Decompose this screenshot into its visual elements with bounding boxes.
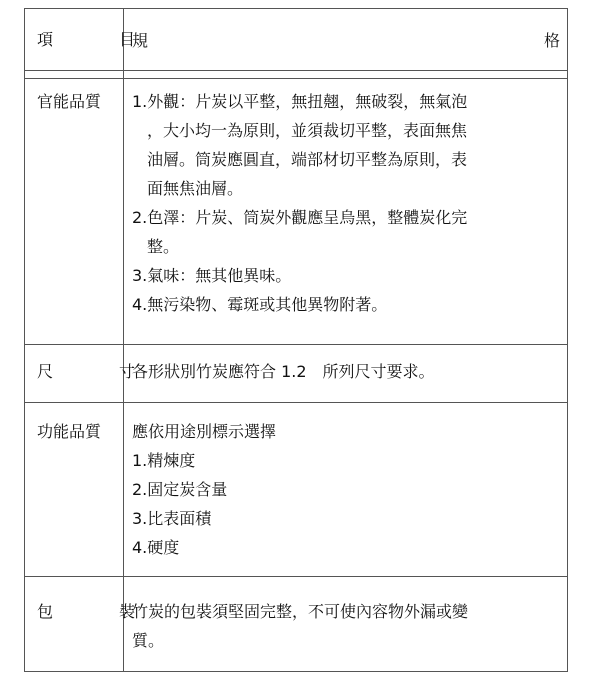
header-item-char-2: 目 xyxy=(118,30,135,49)
content-line: 油層。筒炭應圓直，端部材切平整為原則，表 xyxy=(132,145,560,174)
row-content-dimensions xyxy=(132,357,560,386)
header-spec-char-1: 規 xyxy=(132,31,149,50)
row-label-char-1: 包 xyxy=(37,602,54,621)
table-bottom-border xyxy=(25,671,567,672)
content-line: 2.固定炭含量 xyxy=(132,475,560,504)
content-line: 竹炭的包裝須堅固完整，不可使內容物外漏或變 xyxy=(132,602,469,621)
header-divider xyxy=(25,70,567,71)
content-line: 2.色澤：片炭、筒炭外觀應呈烏黑，整體炭化完 xyxy=(132,203,560,232)
row-label-char-2: 裝 xyxy=(118,602,135,621)
content-line: 1.精煉度 xyxy=(132,446,560,475)
content-line: 3.比表面積 xyxy=(132,504,560,533)
header-item-cell xyxy=(25,30,141,50)
row-label-char-2: 寸 xyxy=(118,362,135,381)
content-line: 各形狀別竹炭應符合 1.2 所列尺寸要求。 xyxy=(132,362,435,381)
row-label-char-1: 尺 xyxy=(37,362,54,381)
content-line: 面無焦油層。 xyxy=(132,174,560,203)
row-label-functional: 功能品質 xyxy=(37,422,102,441)
row-divider xyxy=(25,344,567,345)
row-content-functional xyxy=(132,417,560,562)
row-divider xyxy=(25,402,567,403)
content-line: 1.外觀：片炭以平整，無扭翹，無破裂，無氣泡 xyxy=(132,87,560,116)
header-spec-cell xyxy=(132,26,560,55)
spec-table xyxy=(24,8,568,672)
row-label-dimensions xyxy=(25,362,141,382)
content-line: 整。 xyxy=(132,232,560,261)
row-content-sensory xyxy=(132,87,560,319)
content-line: 4.無污染物、霉斑或其他異物附著。 xyxy=(132,290,560,319)
header-item-char-1: 項 xyxy=(37,30,54,49)
header-divider-double xyxy=(25,78,567,79)
header-spec-char-2: 格 xyxy=(543,31,560,50)
content-line: 4.硬度 xyxy=(132,533,560,562)
content-line: 3.氣味：無其他異味。 xyxy=(132,261,560,290)
content-line: 質。 xyxy=(132,631,165,650)
table-top-border xyxy=(25,8,567,9)
content-line: 應依用途別標示選擇 xyxy=(132,422,277,441)
row-label-sensory: 官能品質 xyxy=(37,92,102,111)
content-line: ，大小均一為原則，並須裁切平整，表面無焦 xyxy=(132,116,560,145)
row-label-packaging xyxy=(25,602,141,622)
row-divider xyxy=(25,576,567,577)
row-content-packaging xyxy=(132,597,560,655)
